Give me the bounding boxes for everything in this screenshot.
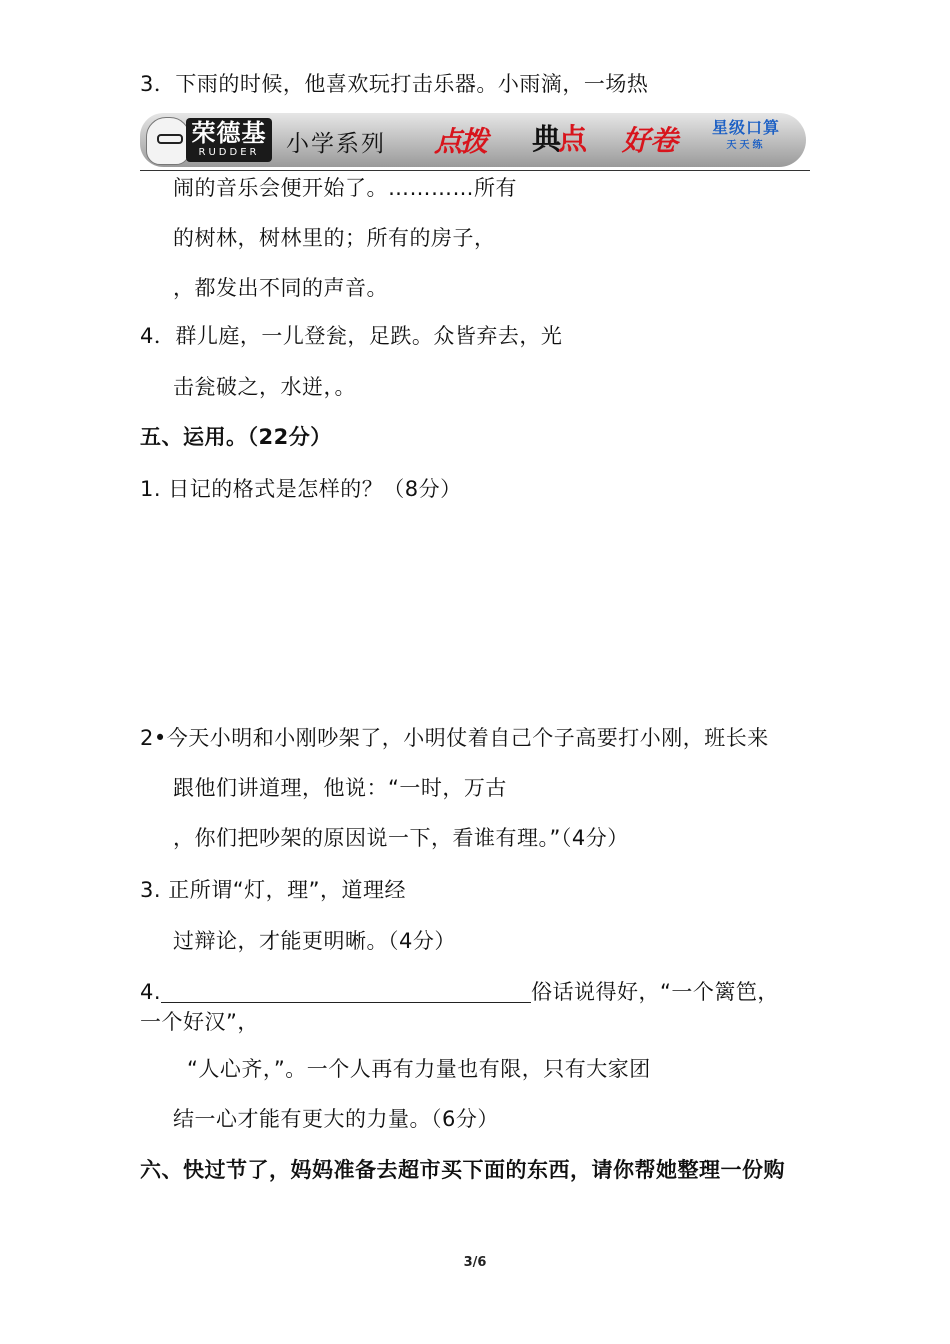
- diandian-logo-left: 典: [532, 122, 559, 156]
- s5-q4-line-1: [140, 978, 779, 1006]
- brand-logo: [186, 118, 272, 162]
- brand-name-cn: 荣德基: [191, 119, 267, 147]
- star-kousuan-title: 星级口算: [711, 118, 780, 137]
- s5-q4-number: 4.: [140, 980, 162, 1004]
- q3-line-3: 的树林，树林里的；所有的房子，: [173, 226, 496, 250]
- s5-q4-line-3: “人心齐，”。一个人再有力量也有限，只有大家团: [187, 1057, 651, 1081]
- q4-line-2: 击瓮破之，水迸，。: [173, 375, 356, 399]
- brand-name-en: RUDDER: [198, 147, 260, 158]
- glasses-icon: [157, 134, 183, 144]
- answer-blank[interactable]: [161, 980, 531, 1003]
- s5-q4-line-4: 结一心才能有更大的力量。（6分）: [173, 1107, 499, 1131]
- dianbo-logo: 点拨: [434, 125, 487, 158]
- s5-q2-line-3: ，你们把吵架的原因说一下，看谁有理。”（4分）: [173, 826, 629, 850]
- diandian-logo-right: 点: [558, 122, 585, 156]
- header-divider: [140, 170, 810, 171]
- q3-line-1: 3．下雨的时候，他喜欢玩打击乐器。小雨滴，一场热: [140, 72, 649, 96]
- haojuan-logo: 好卷: [622, 124, 679, 157]
- s5-q2-line-2: 跟他们讲道理，他说：“一时，万古: [173, 776, 507, 800]
- section-6-heading: 六、快过节了，妈妈准备去超市买下面的东西，请你帮她整理一份购: [140, 1158, 785, 1182]
- s5-q2-line-1: 2•今天小明和小刚吵架了，小明仗着自己个子高要打小刚，班长来: [140, 726, 769, 750]
- header-banner: [140, 113, 806, 167]
- mascot-avatar-icon: [146, 117, 190, 165]
- s5-q3-line-1: 3. 正所谓“灯，理”，道理经: [140, 878, 406, 902]
- s5-q1: 1. 日记的格式是怎样的？（8分）: [140, 477, 462, 501]
- series-label: 小学系列: [286, 131, 386, 157]
- page-number: 3/6: [463, 1255, 487, 1270]
- s5-q3-line-2: 过辩论，才能更明晰。（4分）: [173, 929, 456, 953]
- star-kousuan-logo: [700, 117, 792, 153]
- q3-line-2: 闹的音乐会便开始了。…………所有: [173, 176, 517, 200]
- s5-q4-line-2: 一个好汉”，: [140, 1010, 259, 1034]
- q3-line-4: ，都发出不同的声音。: [173, 276, 388, 300]
- q4-line-1: 4．群儿庭，一儿登瓮，足跌。众皆弃去，光: [140, 324, 563, 348]
- star-kousuan-subtitle: 天天练: [726, 140, 766, 151]
- section-5-heading: 五、运用。（22分）: [140, 425, 332, 449]
- diandian-logo: [532, 117, 584, 158]
- s5-q4-proverb: 俗话说得好，“一个篱笆，: [531, 980, 779, 1004]
